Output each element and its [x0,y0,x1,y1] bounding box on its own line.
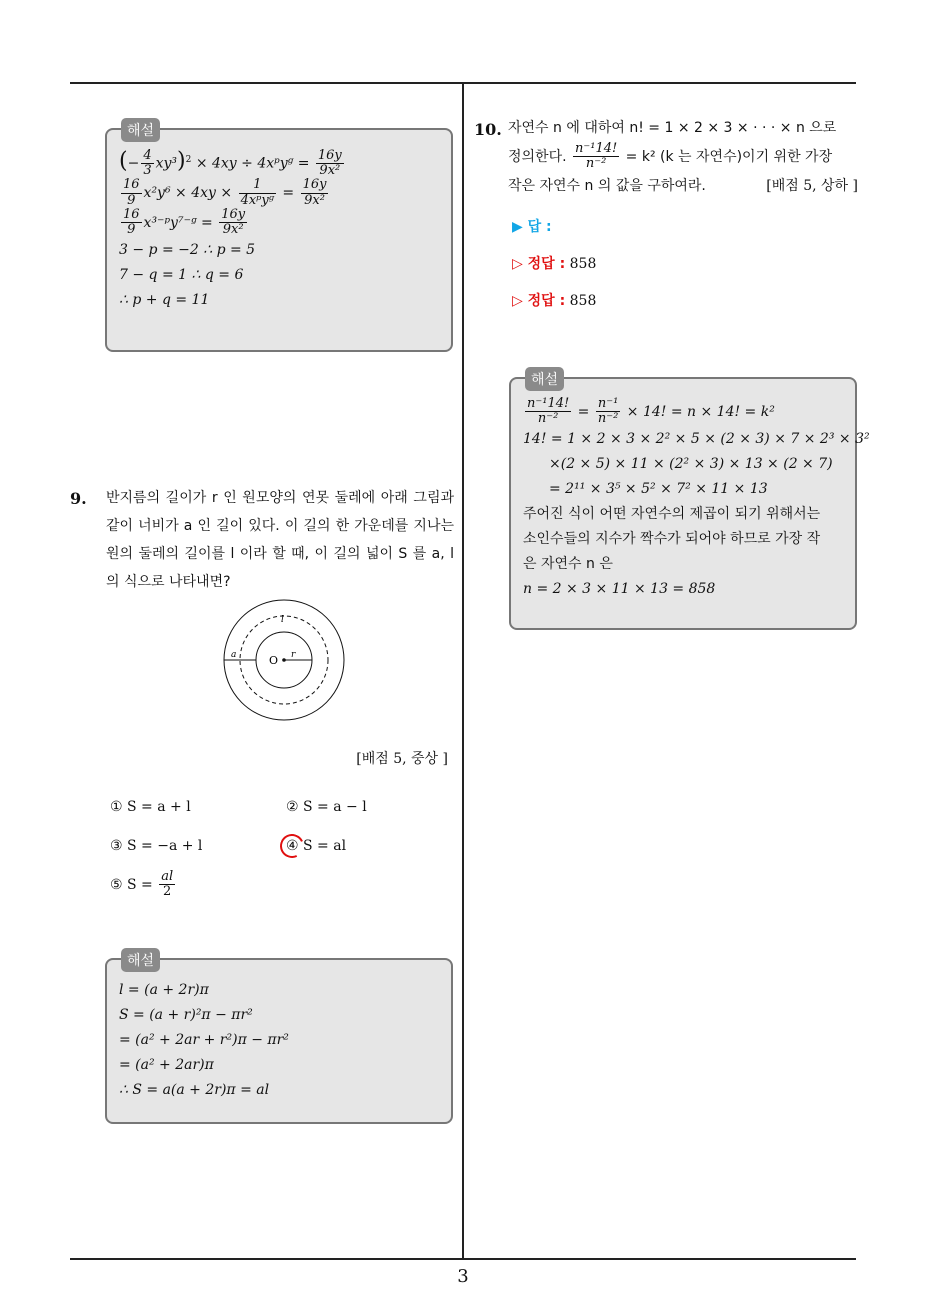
pond-figure [219,595,349,725]
answer-line [512,216,552,236]
label-l: l [281,615,284,625]
question-10-text [508,114,858,200]
choice-4-number: ④ [286,838,299,854]
label-center: O [269,654,279,667]
column-divider [462,82,464,1259]
choice-1[interactable]: ① S = a + l [110,799,191,815]
sol-q9-line-4: = (a² + 2ar)π [119,1057,214,1073]
solution-box-q10 [509,372,870,630]
solution-box-q9 [105,953,453,1124]
sol-q9-line-5: ∴ S = a(a + 2r)π = al [119,1082,270,1098]
sol-prev-line-1: (− $\frac{4}{3}$ xy³)$^2$ × 4xy ÷ 4xᵖyᵍ = $\frac{16y}{\text{9x²}}$ [119,147,342,179]
solution-tag: 해설 [121,118,160,142]
sol-q10-line-4: = 2¹¹ × 3⁵ × 5² × 7² × 11 × 13 [549,480,768,497]
sol-q10-line-5: 주어진 식이 어떤 자연수의 제곱이 되기 위해서는 [523,505,821,522]
question-9-number: 9. [70,489,87,508]
sol-q10-line-6: 소인수들의 지수가 짝수가 되어야 하므로 가장 작 [523,530,821,547]
question-10-number: 10. [474,120,502,139]
sol-q10-line-7: 은 자연수 n 은 [523,555,613,572]
sol-q9-line-3: = (a² + 2ar + r²)π − πr² [119,1032,289,1048]
solution-box-prev [105,123,453,352]
choice-5-prefix: ⑤ S = [110,876,153,893]
label-r: r [291,650,296,660]
sol-q10-line-8: n = 2 × 3 × 11 × 13 = 858 [523,580,716,597]
sol-q10-line-2: 14! = 1 × 2 × 3 × 2² × 5 × (2 × 3) × 7 × 2³ × 3² [523,430,870,447]
sol-prev-line-4: 3 − p = −2 ∴ p = 5 [119,241,256,258]
question-10-line-3: 작은 자연수 n 의 값을 구하여라. [배점 5, 상하 ] [508,172,858,200]
question-10-score: [배점 5, 상하 ] [766,177,858,194]
answer-label: ▶ 답 : [512,219,552,235]
choice-5[interactable]: ⑤ S = $\frac{al}{2}$ [110,869,174,900]
choice-2[interactable]: ② S = a − l [286,799,367,815]
choice-4[interactable] [286,838,346,854]
page-number: 3 [457,1266,469,1287]
solution-tag: 해설 [121,948,160,972]
sol-prev-line-6: ∴ p + q = 11 [119,291,210,308]
question-9-score: [배점 5, 중상 ] [356,751,448,767]
correct-answer-1: ▷ 정답 : 858 [512,256,597,272]
correct-answer-2: ▷ 정답 : 858 [512,293,597,309]
solution-tag: 해설 [525,367,564,391]
sol-q10-line-3: ×(2 × 5) × 11 × (2² × 3) × 13 × (2 × 7) [549,455,833,472]
question-10-line-1: 자연수 n 에 대하여 n! = 1 × 2 × 3 × · · · × n 으로 [508,120,837,136]
choice-3[interactable]: ③ S = −a + l [110,838,203,854]
sol-q9-line-2: S = (a + r)²π − πr² [119,1007,253,1023]
label-a: a [231,650,237,660]
choice-4-text: S = al [303,838,347,854]
sol-q10-line-1: $\frac{\text{n⁻¹14!}}{\text{n⁻²}}$ = $\frac{\text{n⁻¹}}{\text{n⁻²}}$ × 14! = n × 14! = k² [527,396,775,427]
question-9-text: 반지름의 길이가 r 인 원모양의 연못 둘레에 아래 그림과 같이 너비가 a 인 길이 있다. 이 길의 한 가운데를 지나는 원의 둘레의 길이를 l 이라 할 때, 이 길의 넓이 S 를 a, l 의 식으로 나타내면? [106,490,454,590]
bottom-rule [70,1258,856,1260]
sol-prev-line-3: $\frac{16}{9}$ x³⁻ᵖy⁷⁻ᵍ = $\frac{16y}{\text{9x²}}$ [123,207,246,238]
sol-prev-line-2: $\frac{16}{9}$ x²y⁶ × 4xy × $\frac{1}{\text{4xᵖyᵍ}}$ = $\frac{16y}{\text{9x²}}$ [123,177,327,208]
question-10-line-2: 정의한다. $\frac{\text{n⁻¹14!}}{\text{n⁻²}}$ = k² (k 는 자연수)이기 위한 가장 [508,141,833,172]
sol-q9-line-1: l = (a + 2r)π [119,982,209,998]
sol-prev-line-5: 7 − q = 1 ∴ q = 6 [119,266,244,283]
center-dot [282,658,286,662]
